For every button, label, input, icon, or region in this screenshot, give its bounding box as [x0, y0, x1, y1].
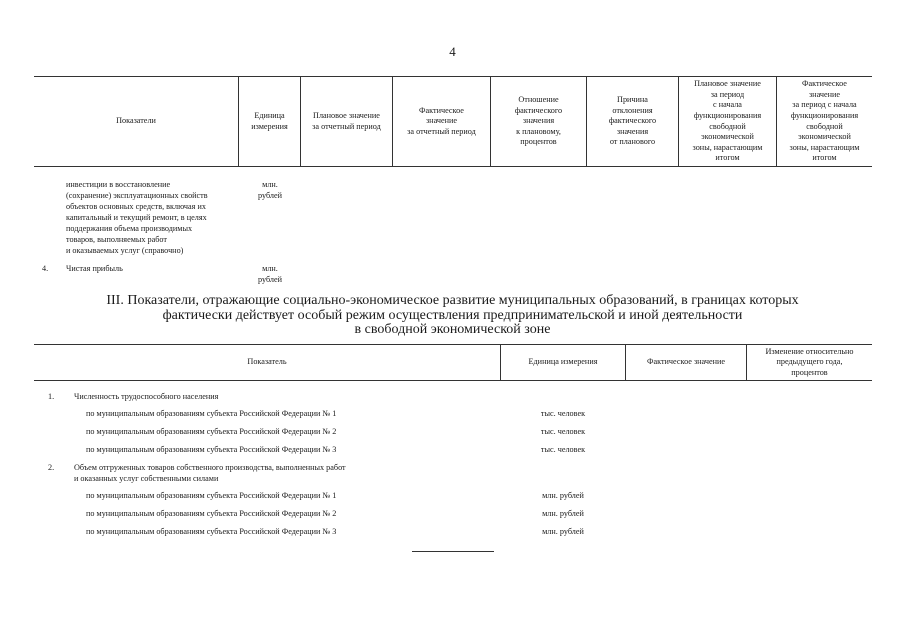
row-indicator-name: по муниципальным образованиям субъекта Российской Федерации № 1	[86, 491, 337, 500]
row-unit: млн. рублей	[257, 180, 283, 200]
table1-header-unit: Единица измерения	[251, 110, 288, 131]
row-indicator-name: Чистая прибыль	[66, 264, 123, 273]
row-number: 4.	[42, 264, 49, 273]
table1-header-plan-cumulative: Плановое значение за период с начала функционирования свободной экономической зоны, нарастающим итогом	[692, 79, 763, 163]
table1-header-indicators: Показатели	[116, 116, 156, 126]
section-title: III. Показатели, отражающие социально-экономическое развитие муниципальных образований, в границах которых фактически действует особый режим осуществления предпринимательской и иной деятельности в свободной экономической зоне	[106, 293, 799, 338]
row-indicator-name: инвестиции в восстановление (сохранение) эксплуатационных свойств объектов основных средств, включая их капитальный и текущий ремонт, в целях поддержания объема производимых товаров, выполняемых работ и оказываемых услуг (справочно)	[66, 180, 208, 255]
row-unit: тыс. человек	[540, 409, 586, 418]
row-unit: тыс. человек	[540, 427, 586, 436]
table2-header-unit: Единица измерения	[528, 357, 598, 367]
row-number: 2.	[48, 463, 55, 472]
table1-header-fact: Фактическое значение за отчетный период	[407, 105, 476, 136]
table1-header-fact-cumulative: Фактическое значение за период с начала функционирования свободной экономической зоны, нарастающим итогом	[789, 79, 860, 163]
table1-header-ratio: Отношение фактического значения к плановому, процентов	[514, 95, 563, 147]
page-number: 4	[449, 44, 456, 59]
row-unit: млн. рублей	[257, 264, 283, 284]
row-unit: млн. рублей	[542, 527, 584, 536]
row-unit: тыс. человек	[540, 445, 586, 454]
row-indicator-name: по муниципальным образованиям субъекта Российской Федерации № 3	[86, 527, 337, 536]
row-indicator-name: Численность трудоспособного населения	[74, 392, 219, 401]
table1-header-reason: Причина отклонения фактического значения от планового	[608, 95, 657, 147]
row-indicator-name: по муниципальным образованиям субъекта Российской Федерации № 2	[86, 509, 337, 518]
row-indicator-name: по муниципальным образованиям субъекта Российской Федерации № 1	[86, 409, 337, 418]
row-unit: млн. рублей	[542, 491, 584, 500]
row-unit: млн. рублей	[542, 509, 584, 518]
row-indicator-name: Объем отгруженных товаров собственного производства, выполненных работ и оказанных услуг собственными силами	[74, 463, 346, 483]
table2-header-fact: Фактическое значение	[646, 357, 726, 367]
table1-header-rule	[34, 166, 872, 167]
table2-header-indicator: Показатель	[247, 357, 287, 367]
table2-header-rule	[34, 380, 872, 381]
end-of-document-rule	[412, 551, 494, 552]
row-number: 1.	[48, 392, 55, 401]
table1-header-plan: Плановое значение за отчетный период	[312, 110, 381, 131]
row-indicator-name: по муниципальным образованиям субъекта Российской Федерации № 2	[86, 427, 337, 436]
table2-header-change: Изменение относительно предыдущего года, процентов	[765, 346, 854, 377]
row-indicator-name: по муниципальным образованиям субъекта Российской Федерации № 3	[86, 445, 337, 454]
